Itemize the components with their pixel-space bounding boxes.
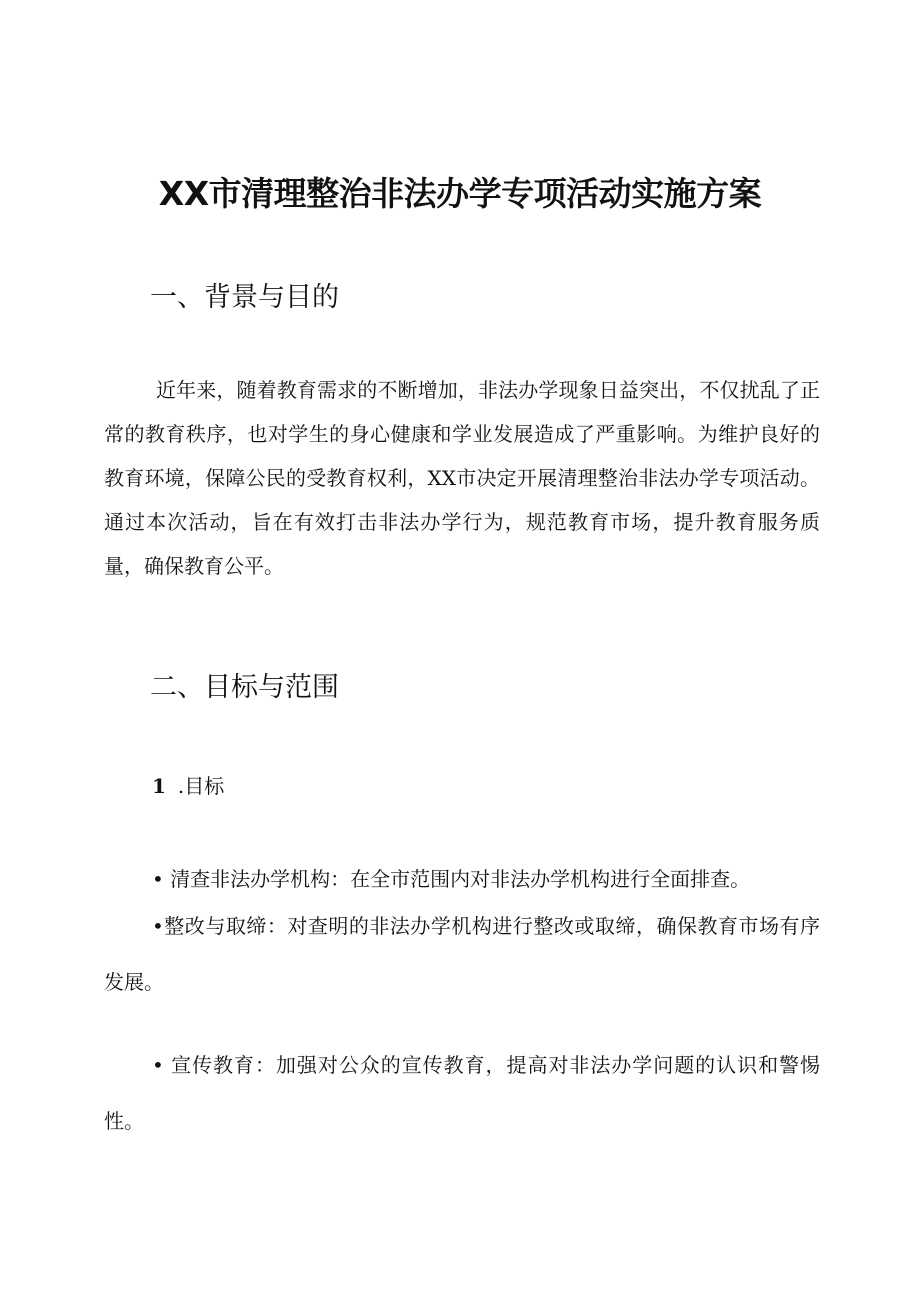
bullet-item-publicity: • 宣传教育：加强对公众的宣传教育，提高对非法办学问题的认识和警惕性。	[104, 1053, 820, 1133]
background-paragraph: 近年来，随着教育需求的不断增加，非法办学现象日益突出，不仅扰乱了正常的教育秩序，也对学生的身心健康和学业发展造成了严重影响。为维护良好的教育环境，保障公民的受教育权利，XX市决定开展清理整治非法办学专项活动。通过本次活动，旨在有效打击非法办学行为，规范教育市场，提升教育服务质量，确保教育公平。	[104, 378, 820, 578]
section-heading-goals-scope: 二、目标与范围	[150, 672, 339, 703]
subsection-goals	[152, 766, 224, 806]
subsection-number: 1	[152, 774, 166, 798]
section-heading-background: 一、背景与目的	[150, 282, 339, 313]
subsection-label: .目标	[177, 774, 225, 798]
bullet-item-inspect: • 清查非法办学机构：在全市范围内对非法办学机构进行全面排查。	[152, 867, 751, 891]
bullet-item-rectify: •整改与取缔：对查明的非法办学机构进行整改或取缔，确保教育市场有序发展。	[104, 914, 820, 994]
document-title: XX市清理整治非法办学专项活动实施方案	[158, 174, 762, 213]
